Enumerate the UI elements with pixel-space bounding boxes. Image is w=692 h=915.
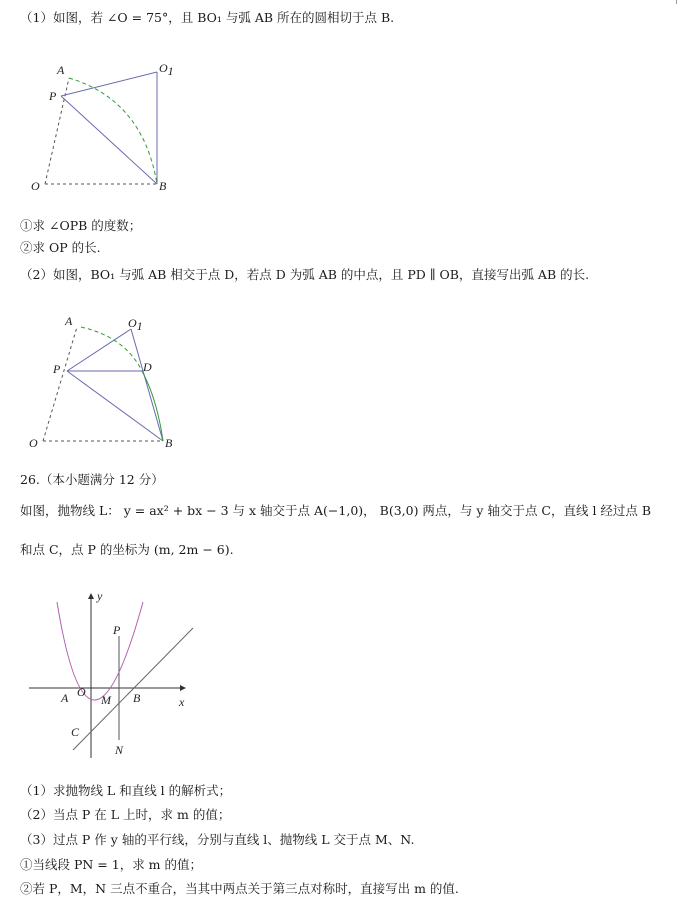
part2-intro: （2）如图，BO₁ 与弧 AB 相交于点 D，若点 D 为弧 AB 的中点，且 PD ∥ OB，直接写出弧 AB 的长.: [20, 267, 590, 282]
part1-question-1: ①求 ∠OPB 的度数；: [20, 218, 142, 233]
fig1-label-O: O: [31, 179, 40, 193]
fig3-label-M: M: [101, 693, 111, 707]
fig3-label-O: O: [77, 685, 86, 699]
fig2-label-B: B: [165, 436, 173, 450]
fig3-label-x: x: [179, 695, 185, 709]
fig2-segment-PB: [67, 371, 163, 441]
fig3-label-A: A: [61, 691, 69, 705]
part1-intro: （1）如图，若 ∠O = 75°，且 BO₁ 与弧 AB 所在的圆相切于点 B.: [20, 10, 395, 25]
problem26-question-3b: ②若 P，M，N 三点不重合，当其中两点关于第三点对称时，直接写出 m 的值.: [20, 881, 459, 896]
part1-question-2: ②求 OP 的长.: [20, 240, 101, 255]
fig2-arc-AD: [81, 327, 142, 371]
fig2-label-P: P: [53, 362, 61, 376]
problem26-question-3: （3）过点 P 作 y 轴的平行线，分别与直线 l、抛物线 L 交于点 M、N.: [20, 832, 415, 847]
problem26-text-line-1: 如图，抛物线 L： y = ax² + bx − 3 与 x 轴交于点 A(−1,0)， B(3,0) 两点，与 y 轴交于点 C，直线 l 经过点 B: [20, 503, 652, 518]
problem26-heading: 26.（本小题满分 12 分）: [20, 472, 164, 487]
fig1-arc-AB: [69, 78, 157, 184]
fig2-label-A: A: [65, 314, 73, 328]
fig3-label-C: C: [71, 725, 80, 739]
fig2-segment-OA: [43, 327, 77, 441]
figure-2: [25, 313, 225, 453]
fig3-parabola-L: [57, 602, 143, 700]
fig1-label-A: A: [57, 63, 65, 77]
fig2-label-O: O: [29, 436, 38, 450]
problem26-question-3a: ①当线段 PN = 1，求 m 的值；: [20, 857, 202, 872]
fig1-label-B: B: [159, 179, 167, 193]
fig3-label-y: y: [97, 589, 103, 603]
fig1-label-P: P: [49, 89, 57, 103]
problem26-question-2: （2）当点 P 在 L 上时，求 m 的值；: [20, 807, 231, 822]
figure-1: [25, 60, 225, 200]
fig1-segment-PB: [61, 96, 157, 184]
fig3-label-N: N: [115, 743, 124, 757]
fig2-segment-PO1: [67, 329, 131, 371]
fig1-segment-PO1: [61, 72, 157, 96]
fig3-label-B: B: [133, 691, 141, 705]
problem26-text-line-2: 和点 C，点 P 的坐标为 (m, 2m − 6).: [20, 542, 234, 557]
problem26-question-1: （1）求抛物线 L 和直线 l 的解析式；: [20, 783, 232, 798]
fig2-label-D: D: [143, 360, 152, 374]
fig3-label-P: P: [113, 623, 121, 637]
fig2-label-O1: O1: [128, 316, 143, 333]
fig1-label-O1: O1: [159, 61, 174, 78]
page-corner-mark: [676, 0, 677, 4]
fig2-segment-O1B: [131, 329, 163, 441]
figure-3: [25, 588, 225, 768]
